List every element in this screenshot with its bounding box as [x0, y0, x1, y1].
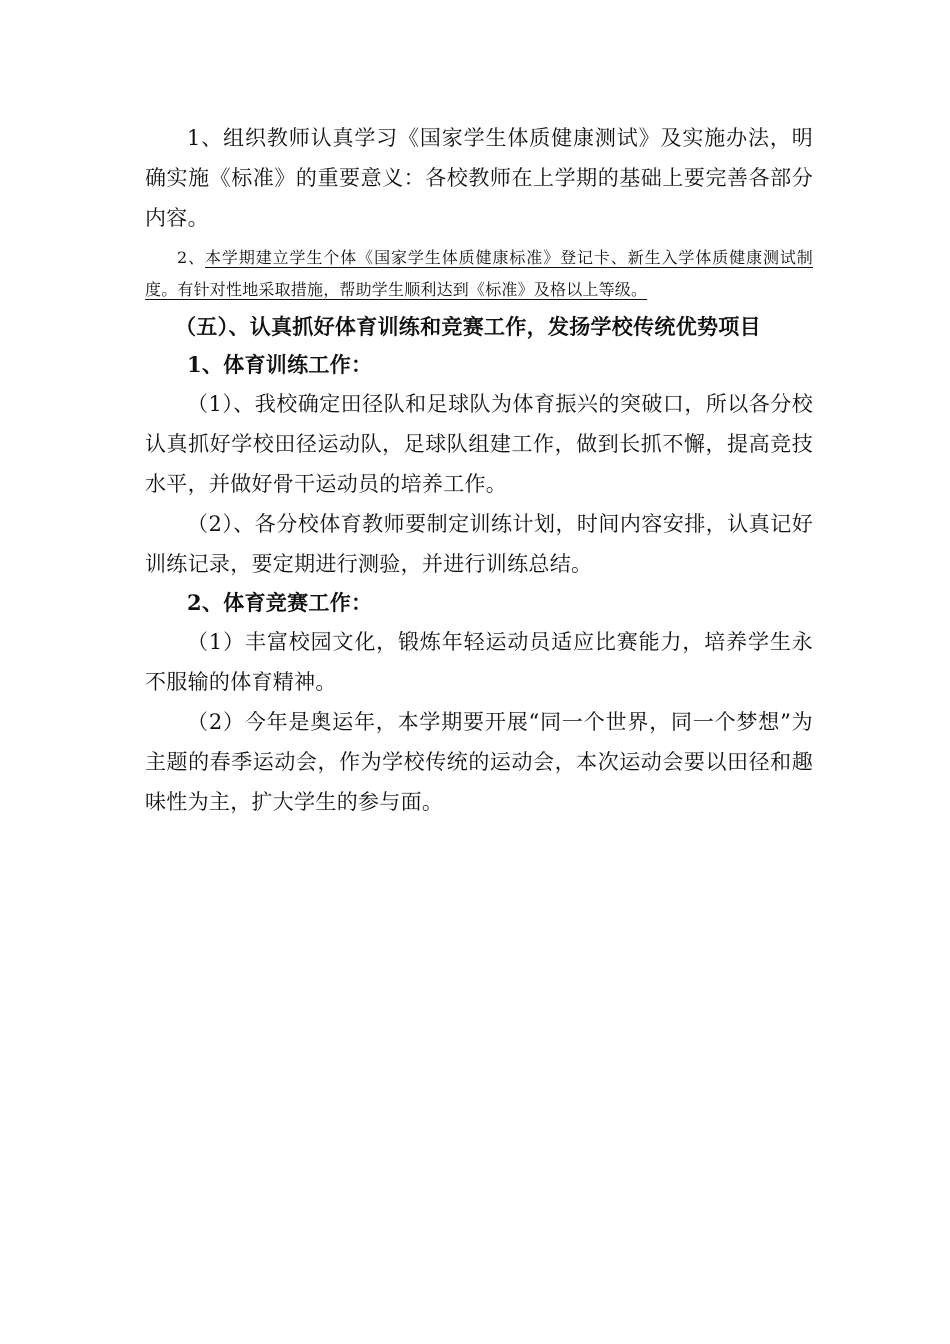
- paragraph-competition-item-1: （1）丰富校园文化，锻炼年轻运动员适应比赛能力，培养学生永不服输的体育精神。: [145, 630, 813, 694]
- paragraph-training-item-2: （2）、各分校体育教师要制定训练计划，时间内容安排，认真记好训练记录，要定期进行测验，并进行训练总结。: [145, 512, 813, 576]
- paragraph-study-standard: 1、组织教师认真学习《国家学生体质健康测试》及实施办法，明确实施《标准》的重要意义：各校教师在上学期的基础上要完善各部分内容。: [145, 126, 813, 230]
- paragraph-competition-item-2: （2）今年是奥运年，本学期要开展“同一个世界，同一个梦想”为主题的春季运动会，作为学校传统的运动会，本次运动会要以田径和趣味性为主，扩大学生的参与面。: [145, 710, 813, 814]
- section-heading-training-competition: （五）、认真抓好体育训练和竞赛工作，发扬学校传统优势项目: [175, 314, 761, 339]
- subheading-training-work: 1、体育训练工作：: [187, 352, 373, 377]
- paragraph-registration-card: [145, 242, 813, 306]
- document-body: [145, 118, 813, 822]
- subheading-competition-work: 2、体育竞赛工作：: [187, 590, 373, 615]
- underlined-text: 本学期建立学生个体《国家学生体质健康标准》登记卡、新生入学体质健康测试制度。有针对性地采取措施，帮助学生顺利达到《标准》及格以上等级。: [145, 248, 813, 299]
- paragraph-number: 2、: [177, 248, 205, 267]
- paragraph-training-item-1: （1）、我校确定田径队和足球队为体育振兴的突破口，所以各分校认真抓好学校田径运动队，足球队组建工作，做到长抓不懈，提高竞技水平，并做好骨干运动员的培养工作。: [145, 392, 813, 496]
